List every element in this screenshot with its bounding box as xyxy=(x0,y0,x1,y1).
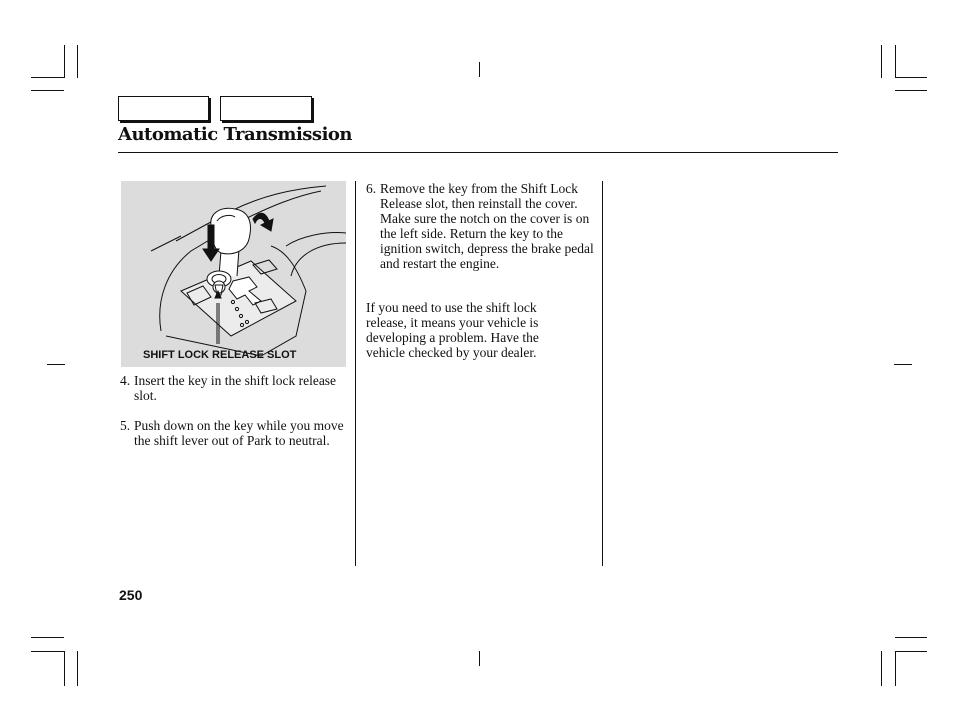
nav-tab-box-1[interactable] xyxy=(118,96,209,121)
crop-mark xyxy=(77,651,78,686)
crop-mark xyxy=(894,364,912,365)
crop-mark xyxy=(47,364,65,365)
step-text: Insert the key in the shift lock release slot. xyxy=(134,373,337,403)
crop-mark xyxy=(31,77,64,78)
step-text: Push down on the key while you move the shift lever out of Park to neutral. xyxy=(134,418,344,448)
page-title: Automatic Transmission xyxy=(118,124,352,145)
crop-mark xyxy=(895,651,896,686)
step-number: 6. xyxy=(366,181,377,196)
step-number: 5. xyxy=(120,418,131,433)
crop-mark xyxy=(881,45,882,78)
figure-caption: SHIFT LOCK RELEASE SLOT xyxy=(143,349,297,361)
shift-lock-note: If you need to use the shift lock release, it means your vehicle is developing a problem. Have the vehicle checked by your dealer. xyxy=(366,300,539,360)
crop-mark xyxy=(64,651,65,686)
step-number: 4. xyxy=(120,373,131,388)
crop-mark xyxy=(31,637,64,638)
crop-mark xyxy=(31,90,64,91)
crop-mark xyxy=(77,45,78,78)
step-text: Remove the key from the Shift Lock Release slot, then reinstall the cover. Make sure the notch on the cover is on the left side. Return the key to the ignition switch, depress the brake pedal and restart the engine. xyxy=(380,181,594,271)
step-4 xyxy=(120,373,345,403)
shift-lever-drawing xyxy=(121,181,346,367)
crop-mark xyxy=(881,651,882,686)
crop-mark xyxy=(64,45,65,78)
shift-lock-illustration xyxy=(121,181,346,367)
page-number: 250 xyxy=(119,587,143,603)
step-6 xyxy=(366,181,594,271)
step-5 xyxy=(120,418,346,448)
column-divider xyxy=(355,181,356,566)
nav-tab-box-2[interactable] xyxy=(220,96,312,121)
crop-mark xyxy=(895,77,927,78)
crop-mark xyxy=(479,62,480,77)
crop-mark xyxy=(895,45,896,78)
title-rule xyxy=(118,152,838,153)
crop-mark xyxy=(895,90,927,91)
column-divider xyxy=(602,181,603,566)
crop-mark xyxy=(31,651,64,652)
crop-mark xyxy=(895,651,927,652)
crop-mark xyxy=(479,651,480,666)
crop-mark xyxy=(895,637,927,638)
